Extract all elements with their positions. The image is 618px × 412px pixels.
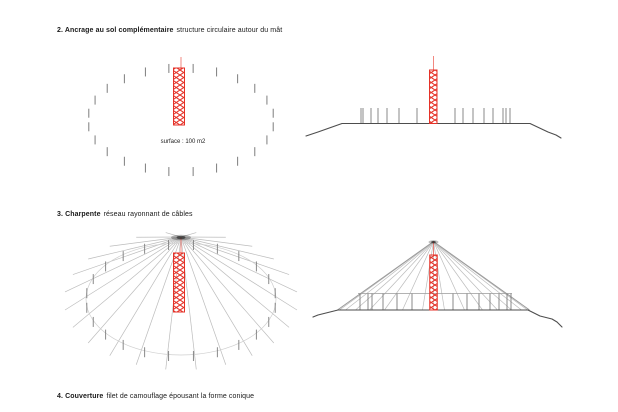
section-2-title-rest: structure circulaire autour du mât bbox=[176, 27, 283, 34]
cable-network-plan-view bbox=[65, 233, 297, 370]
cable-network-elevation-view bbox=[313, 240, 562, 327]
section-3-title-rest: réseau rayonnant de câbles bbox=[103, 211, 193, 218]
section-3-title-bold: 3. Charpente bbox=[57, 211, 101, 218]
section-2-title-bold: 2. Ancrage au sol complémentaire bbox=[57, 27, 174, 34]
section-4-title-rest: filet de camouflage épousant la forme conique bbox=[106, 393, 255, 400]
surface-area-label: surface : 100 m2 bbox=[160, 139, 206, 145]
section-4-title-bold: 4. Couverture bbox=[57, 393, 104, 400]
anchor-plan-view bbox=[89, 57, 273, 176]
anchor-elevation-view bbox=[306, 56, 561, 138]
